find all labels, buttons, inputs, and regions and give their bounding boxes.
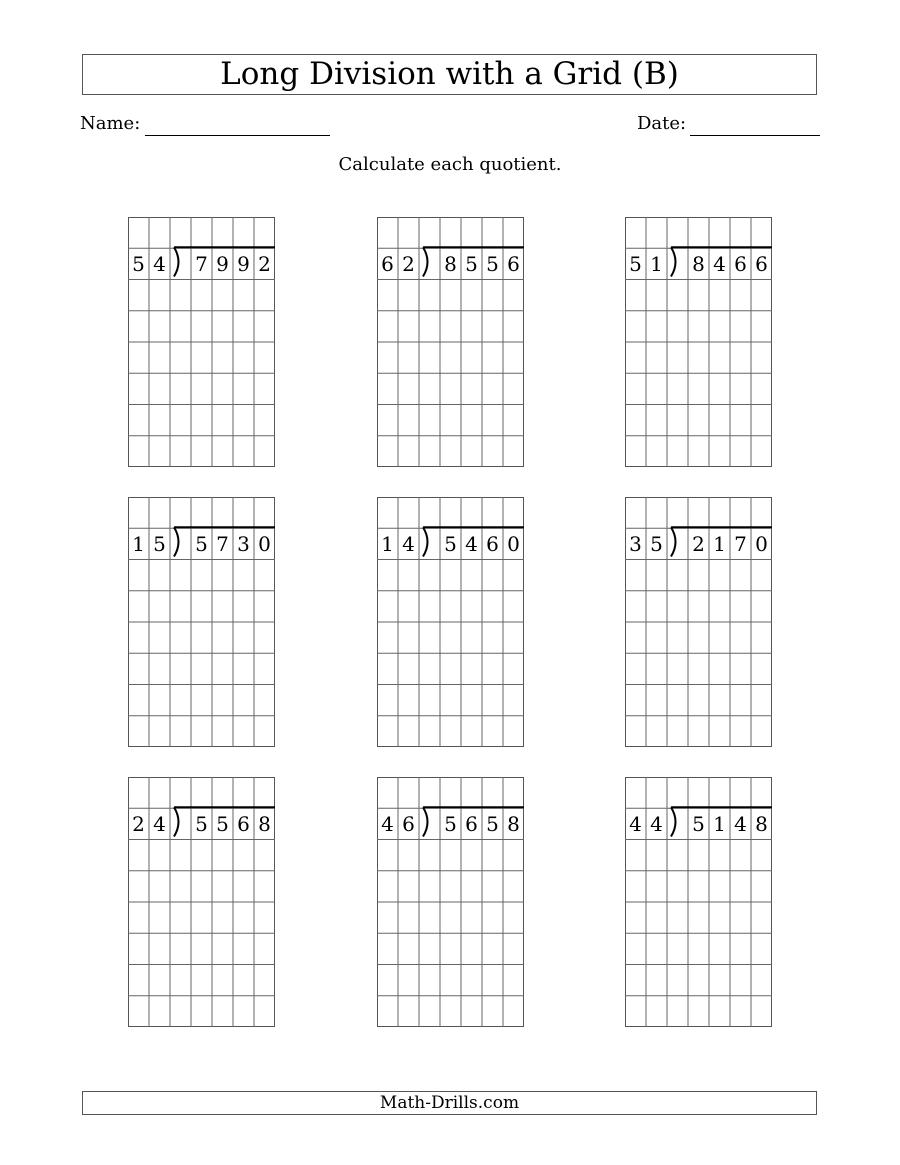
dividend-digit: 5 — [195, 532, 208, 556]
dividend-digit: 2 — [258, 252, 271, 276]
dividend-digit: 7 — [216, 532, 229, 556]
divisor-digit: 3 — [629, 532, 642, 556]
division-problem-1[interactable] — [128, 217, 275, 467]
division-bracket — [671, 247, 676, 276]
dividend-digit: 6 — [507, 252, 520, 276]
dividend-digit: 6 — [465, 812, 478, 836]
divisor-digit: 4 — [629, 812, 642, 836]
divisor-digit: 1 — [132, 532, 145, 556]
dividend-digit: 2 — [692, 532, 705, 556]
dividend-digit: 9 — [216, 252, 229, 276]
divisor-digit: 1 — [650, 252, 663, 276]
division-problem-5[interactable] — [377, 497, 524, 747]
dividend-digit: 7 — [195, 252, 208, 276]
dividend-digit: 4 — [713, 252, 726, 276]
dividend-digit: 5 — [486, 252, 499, 276]
division-bracket — [423, 247, 428, 276]
dividend-digit: 0 — [755, 532, 768, 556]
date-label: Date: — [637, 113, 687, 134]
dividend-digit: 5 — [444, 532, 457, 556]
division-bracket — [174, 807, 179, 836]
dividend-digit: 5 — [216, 812, 229, 836]
dividend-digit: 4 — [734, 812, 747, 836]
dividend-digit: 0 — [507, 532, 520, 556]
dividend-digit: 4 — [465, 532, 478, 556]
dividend-digit: 6 — [755, 252, 768, 276]
division-bracket — [671, 807, 676, 836]
division-problem-6[interactable] — [625, 497, 772, 747]
dividend-digit: 5 — [444, 812, 457, 836]
divisor-digit: 4 — [402, 532, 415, 556]
dividend-digit: 8 — [755, 812, 768, 836]
divisor-digit: 4 — [650, 812, 663, 836]
date-line[interactable] — [690, 135, 820, 136]
dividend-digit: 3 — [237, 532, 250, 556]
dividend-digit: 0 — [258, 532, 271, 556]
division-bracket — [174, 527, 179, 556]
dividend-digit: 7 — [734, 532, 747, 556]
divisor-digit: 5 — [629, 252, 642, 276]
divisor-digit: 5 — [132, 252, 145, 276]
footer: Math-Drills.com — [82, 1091, 817, 1115]
division-problem-7[interactable] — [128, 777, 275, 1027]
divisor-digit: 2 — [132, 812, 145, 836]
divisor-digit: 2 — [402, 252, 415, 276]
worksheet-title: Long Division with a Grid (B) — [82, 54, 817, 95]
dividend-digit: 8 — [507, 812, 520, 836]
dividend-digit: 1 — [713, 532, 726, 556]
divisor-digit: 5 — [650, 532, 663, 556]
division-problem-8[interactable] — [377, 777, 524, 1027]
dividend-digit: 6 — [486, 532, 499, 556]
dividend-digit: 5 — [465, 252, 478, 276]
name-line[interactable] — [145, 135, 330, 136]
divisor-digit: 5 — [153, 532, 166, 556]
instructions: Calculate each quotient. — [338, 154, 562, 175]
dividend-digit: 5 — [692, 812, 705, 836]
divisor-digit: 4 — [153, 252, 166, 276]
dividend-digit: 9 — [237, 252, 250, 276]
dividend-digit: 1 — [713, 812, 726, 836]
dividend-digit: 5 — [486, 812, 499, 836]
dividend-digit: 6 — [237, 812, 250, 836]
divisor-digit: 4 — [381, 812, 394, 836]
dividend-digit: 8 — [258, 812, 271, 836]
name-label: Name: — [80, 113, 141, 134]
division-bracket — [423, 527, 428, 556]
divisor-digit: 1 — [381, 532, 394, 556]
division-problem-3[interactable] — [625, 217, 772, 467]
division-bracket — [174, 247, 179, 276]
divisor-digit: 6 — [402, 812, 415, 836]
division-bracket — [423, 807, 428, 836]
divisor-digit: 4 — [153, 812, 166, 836]
dividend-digit: 6 — [734, 252, 747, 276]
division-bracket — [671, 527, 676, 556]
dividend-digit: 5 — [195, 812, 208, 836]
dividend-digit: 8 — [444, 252, 457, 276]
division-problem-2[interactable] — [377, 217, 524, 467]
division-problem-4[interactable] — [128, 497, 275, 747]
division-problem-9[interactable] — [625, 777, 772, 1027]
divisor-digit: 6 — [381, 252, 394, 276]
dividend-digit: 8 — [692, 252, 705, 276]
